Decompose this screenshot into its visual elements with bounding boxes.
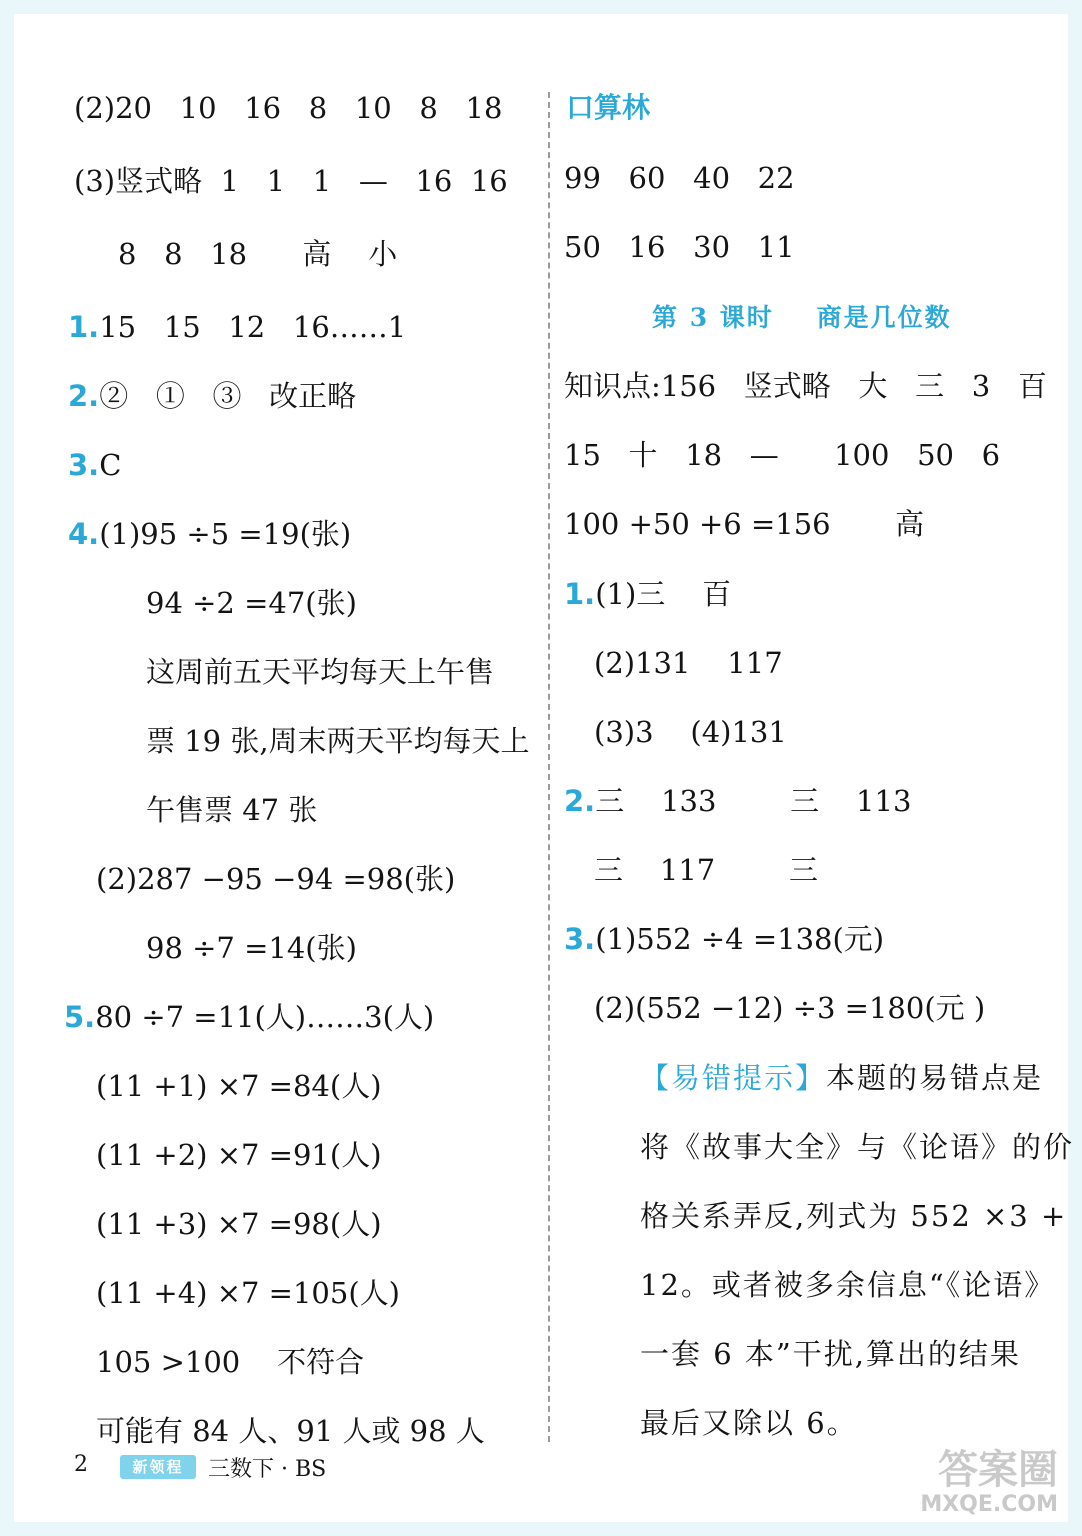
tip-line: 12。或者被多余信息“《论语》 [640, 1268, 1056, 1302]
brand-logo: 新领程 [120, 1455, 196, 1479]
answer-line: (11 +3) ×7 =98(人) [96, 1207, 382, 1241]
lesson-title: 第 3 课时 商是几位数 [652, 303, 952, 332]
answer-line: 15 十 18 — 100 50 6 [564, 438, 1001, 472]
question-number: 2. [68, 379, 100, 413]
answer-line: 50 16 30 11 [564, 230, 795, 264]
answer-text: (1)95 ÷5 =19(张) [99, 517, 352, 551]
tip-text: 本题的易错点是 [826, 1061, 1044, 1095]
answer-line: 98 ÷7 =14(张) [146, 931, 357, 965]
column-divider [548, 92, 550, 1442]
answer-line: 94 ÷2 =47(张) [146, 586, 357, 620]
answer-text: ② ① ③ 改正略 [99, 379, 357, 413]
question-number: 3. [68, 448, 100, 482]
error-tip-label: 【易错提示】 [640, 1061, 827, 1095]
answer-text: (1)三 百 [595, 577, 732, 611]
answer-line: 8 8 18 高 小 [118, 237, 398, 271]
answer-line: (2)287 −95 −94 =98(张) [96, 862, 456, 896]
answer-line: (3)3 (4)131 [594, 715, 787, 749]
watermark-url: MXQE.COM [920, 1492, 1058, 1517]
question-number: 1. [564, 577, 596, 611]
answer-line: 这周前五天平均每天上午售 [146, 655, 495, 689]
answer-line: (11 +1) ×7 =84(人) [96, 1069, 382, 1103]
question-number: 4. [68, 517, 100, 551]
answer-line: 可能有 84 人、91 人或 98 人 [96, 1414, 485, 1448]
question-2 [564, 783, 911, 819]
answer-line: (2)20 10 16 8 10 8 18 [74, 91, 503, 125]
question-5 [64, 999, 434, 1035]
tip-line: 将《故事大全》与《论语》的价 [640, 1130, 1075, 1164]
question-number: 5. [64, 1000, 96, 1034]
answer-text: 三 133 三 113 [595, 784, 912, 818]
question-2 [68, 378, 356, 414]
answer-text: C [99, 448, 122, 482]
error-tip [640, 1060, 1043, 1096]
question-3 [68, 447, 121, 483]
watermark-logo: 答案圈 [938, 1447, 1058, 1493]
answer-line: (3)竖式略 1 1 1 — 16 16 [74, 164, 508, 198]
answer-line: 100 +50 +6 =156 高 [564, 507, 925, 541]
answer-line: (2)131 117 [594, 646, 783, 680]
answer-line: 105 >100 不符合 [96, 1345, 365, 1379]
answer-text: (1)552 ÷4 =138(元) [595, 922, 885, 956]
question-number: 2. [564, 784, 596, 818]
watermark [920, 1448, 1058, 1518]
answer-line: 三 117 三 [594, 853, 818, 887]
question-number: 3. [564, 922, 596, 956]
section-title-kousuan: 口算林 [566, 91, 651, 124]
question-1 [564, 576, 731, 612]
answer-line: (2)(552 −12) ÷3 =180(元 ) [594, 991, 986, 1025]
answer-text: 15 15 12 16……1 [99, 310, 407, 344]
question-3 [564, 921, 884, 957]
tip-line: 最后又除以 6。 [640, 1406, 858, 1440]
answer-text: 80 ÷7 =11(人)……3(人) [95, 1000, 435, 1034]
tip-line: 格关系弄反,列式为 552 ×3 + [640, 1199, 1068, 1233]
question-4 [68, 516, 351, 552]
answer-line: 知识点:156 竖式略 大 三 3 百 [564, 369, 1047, 403]
answer-line: (11 +4) ×7 =105(人) [96, 1276, 400, 1310]
question-number: 1. [68, 310, 100, 344]
book-subject: 三数下 · BS [208, 1457, 327, 1482]
page-number: 2 [74, 1452, 88, 1477]
answer-line: 票 19 张,周末两天平均每天上 [146, 724, 530, 758]
question-1 [68, 309, 406, 345]
tip-line: 一套 6 本”干扰,算出的结果 [640, 1337, 1021, 1371]
answer-line: (11 +2) ×7 =91(人) [96, 1138, 382, 1172]
answer-line: 99 60 40 22 [564, 161, 795, 195]
answer-line: 午售票 47 张 [146, 793, 318, 827]
